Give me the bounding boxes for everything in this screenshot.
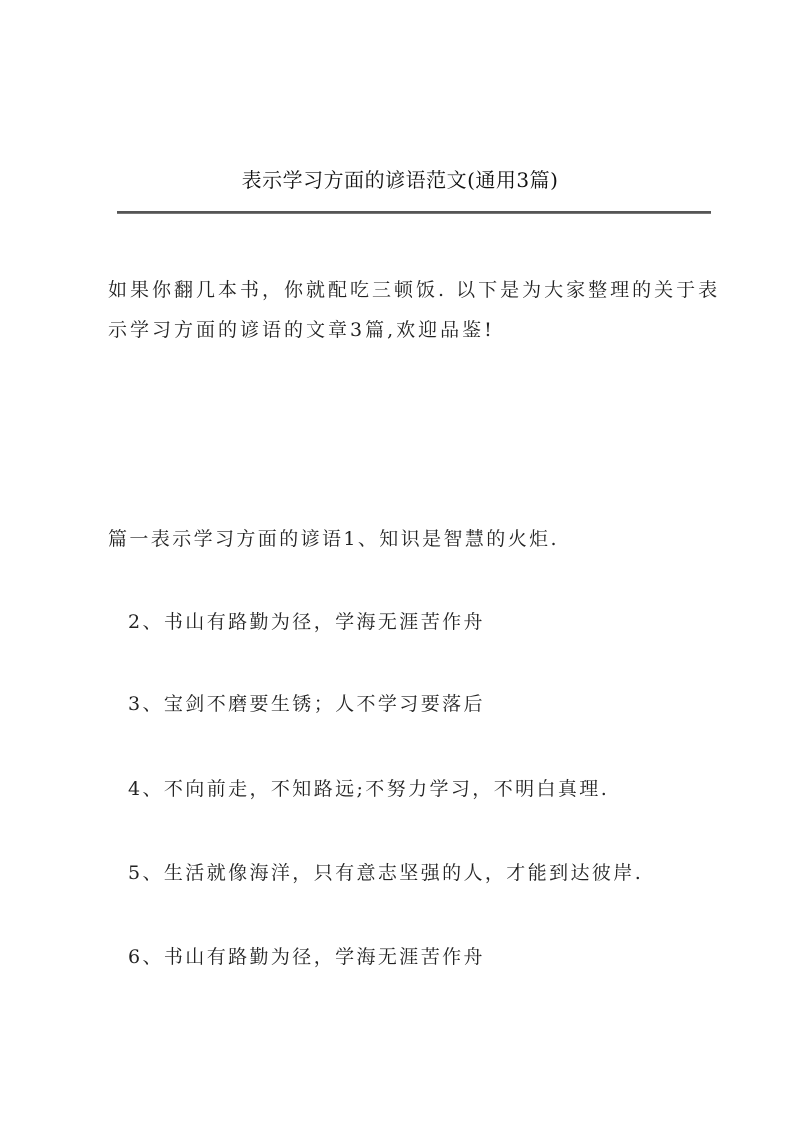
list-item: 4、不向前走，不知路远;不努力学习，不明白真理. xyxy=(128,778,610,800)
list-item: 2、书山有路勤为径，学海无涯苦作舟 xyxy=(128,611,485,633)
title-divider xyxy=(117,211,711,214)
list-item: 6、书山有路勤为径，学海无涯苦作舟 xyxy=(128,946,485,968)
section-heading: 篇一表示学习方面的谚语1、知识是智慧的火炬. xyxy=(108,528,559,550)
document-title: 表示学习方面的谚语范文(通用3篇) xyxy=(241,168,559,192)
intro-paragraph xyxy=(108,270,721,350)
intro-line: 如果你翻几本书，你就配吃三顿饭. 以下是为大家整理的关于表 xyxy=(108,279,721,301)
list-item: 5、生活就像海洋，只有意志坚强的人，才能到达彼岸. xyxy=(128,862,644,884)
intro-line: 示学习方面的谚语的文章3篇,欢迎品鉴! xyxy=(108,319,495,341)
list-item: 3、宝剑不磨要生锈；人不学习要落后 xyxy=(128,693,485,715)
